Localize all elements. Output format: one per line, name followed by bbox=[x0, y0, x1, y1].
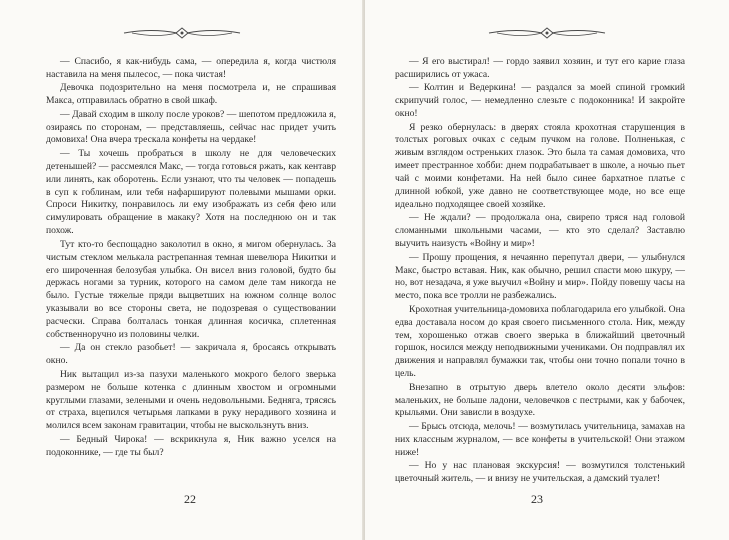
left-page bbox=[0, 0, 364, 540]
paragraph: — Прошу прощения, я нечаянно перепутал двери, — улыбнулся Макс, быстро вставая. Ник, как обычно, решил спасти мою шкуру, — но, вот незадача, я уже выучил «Войну и мир». Пойду повешу часы на место, пока все тролли не разбежались. bbox=[395, 251, 685, 302]
right-page-text bbox=[395, 56, 685, 486]
paragraph: — Но у нас плановая экскурсия! — возмутился толстенький цветочный житель, — и внизу не учительская, а дамский туалет! bbox=[395, 460, 685, 484]
paragraph: Крохотная учительница-домовиха поблагодарила его улыбкой. Она едва доставала носом до края своего письменного стола. Ник, между тем, хорошенько отжав своего зверька в ближайший цветочный горшок, носился между неподвижными учениками. Он подправлял их движения и направлял бумажки так, чтобы они точно попали точно в цель. bbox=[395, 303, 685, 380]
paragraph: — Брысь отсюда, мелочь! — возмутилась учительница, замахав на них классным журналом, — все конфеты в учительской! Они этажом ниже! bbox=[395, 420, 685, 458]
paragraph: Ник вытащил из-за пазухи маленького мокрого белого зверька размером не больше котенка с длинным хвостом и огромными круглыми глазами, зелеными и очень недовольными. Бедняга, трясясь от страха, вцепился четырьмя лапками в руку нерадивого хозяина и молился всем законам гравитации, чтобы не выскользнуть вниз. bbox=[46, 368, 336, 432]
paragraph: — Спасибо, я как-нибудь сама, — опередила я, когда чистюля наставила на меня пылесос, — пока чистая! bbox=[46, 56, 336, 80]
paragraph: — Бедный Чирока! — вскрикнула я, Ник важно уселся на подоконнике, — где ты был? bbox=[46, 433, 336, 458]
paragraph: — Колтин и Ведеркина! — раздался за моей спиной громкий скрипучий голос, — немедленно слезьте с подоконника! И закройте окно! bbox=[395, 82, 685, 120]
flourish-ornament-icon bbox=[487, 26, 607, 40]
paragraph: — Давай сходим в школу после уроков? — шепотом предложила я, озираясь по сторонам, — представляешь, сейчас нас придет учить домовиха! Она вчера трескала конфеты на чердаке! bbox=[46, 108, 336, 146]
paragraph: — Я его выстирал! — гордо заявил хозяин, и тут его карие глаза расширились от ужаса. bbox=[395, 56, 685, 80]
left-page-text bbox=[46, 56, 336, 460]
flourish-ornament-icon bbox=[122, 26, 242, 40]
paragraph: Девочка подозрительно на меня посмотрела и, не спрашивая Макса, отправилась обратно в свой шкаф. bbox=[46, 82, 336, 107]
paragraph: Я резко обернулась: в дверях стояла крохотная старушенция в толстых роговых очках с седым пучком на голове. Полненькая, с живым взглядом остреньких глазок. Это была та самая домовиха, что имеет престранное хобби: днем подрабатывает в школе, а ночью пьет чай с моими конфетами. На ней было синее бархатное платье с длинной юбкой, уже давно не соответствующее моде, но все еще идеально подходящее своей хозяйке. bbox=[395, 121, 685, 210]
right-page bbox=[365, 0, 729, 540]
paragraph: — Не ждали? — продолжала она, свирепо тряся над головой сломанными школьными часами, — кто это сделал? Заставлю выучить наизусть «Войну и мир»! bbox=[395, 212, 685, 250]
paragraph: Внезапно в отрытую дверь влетело около десяти эльфов: маленьких, не больше ладони, человечков с пестрыми, как у бабочек, крыльями. Они зависли в воздухе. bbox=[395, 381, 685, 419]
page-number: 23 bbox=[531, 492, 543, 506]
paragraph: — Ты хочешь пробраться в школу не для человеческих детенышей? — рассмеялся Макс, — тогда готовься ржать, как кентавр или линять, как оборотень. Если узнают, что ты человек — попадешь в суп к гоблинам, или тебя нафаршируют полевыми мышами орки. Спроси Никитку, понравилось ли ему изображать из себя фею или симулировать обращение в макаку? Хотя на последнюю он и так похож. bbox=[46, 147, 336, 237]
paragraph: — Да он стекло разобьет! — закричала я, бросаясь открывать окно. bbox=[46, 342, 336, 367]
paragraph: Тут кто-то беспощадно заколотил в окно, я мигом обернулась. За чистым стеклом мелькала растрепанная темная шевелюра Никитки и его широченная белозубая улыбка. Он висел вниз головой, будто бы держась ногами за турник, которого на самом деле там никогда не было. Густые тяжелые пряди выцветших на южном солнце волос указывали во все стороны света, не подозревая о существовании расчески. Справа болталась тонкая длинная косичка, сплетенная собственноручно из половины челки. bbox=[46, 238, 336, 341]
page-number: 22 bbox=[184, 492, 196, 506]
